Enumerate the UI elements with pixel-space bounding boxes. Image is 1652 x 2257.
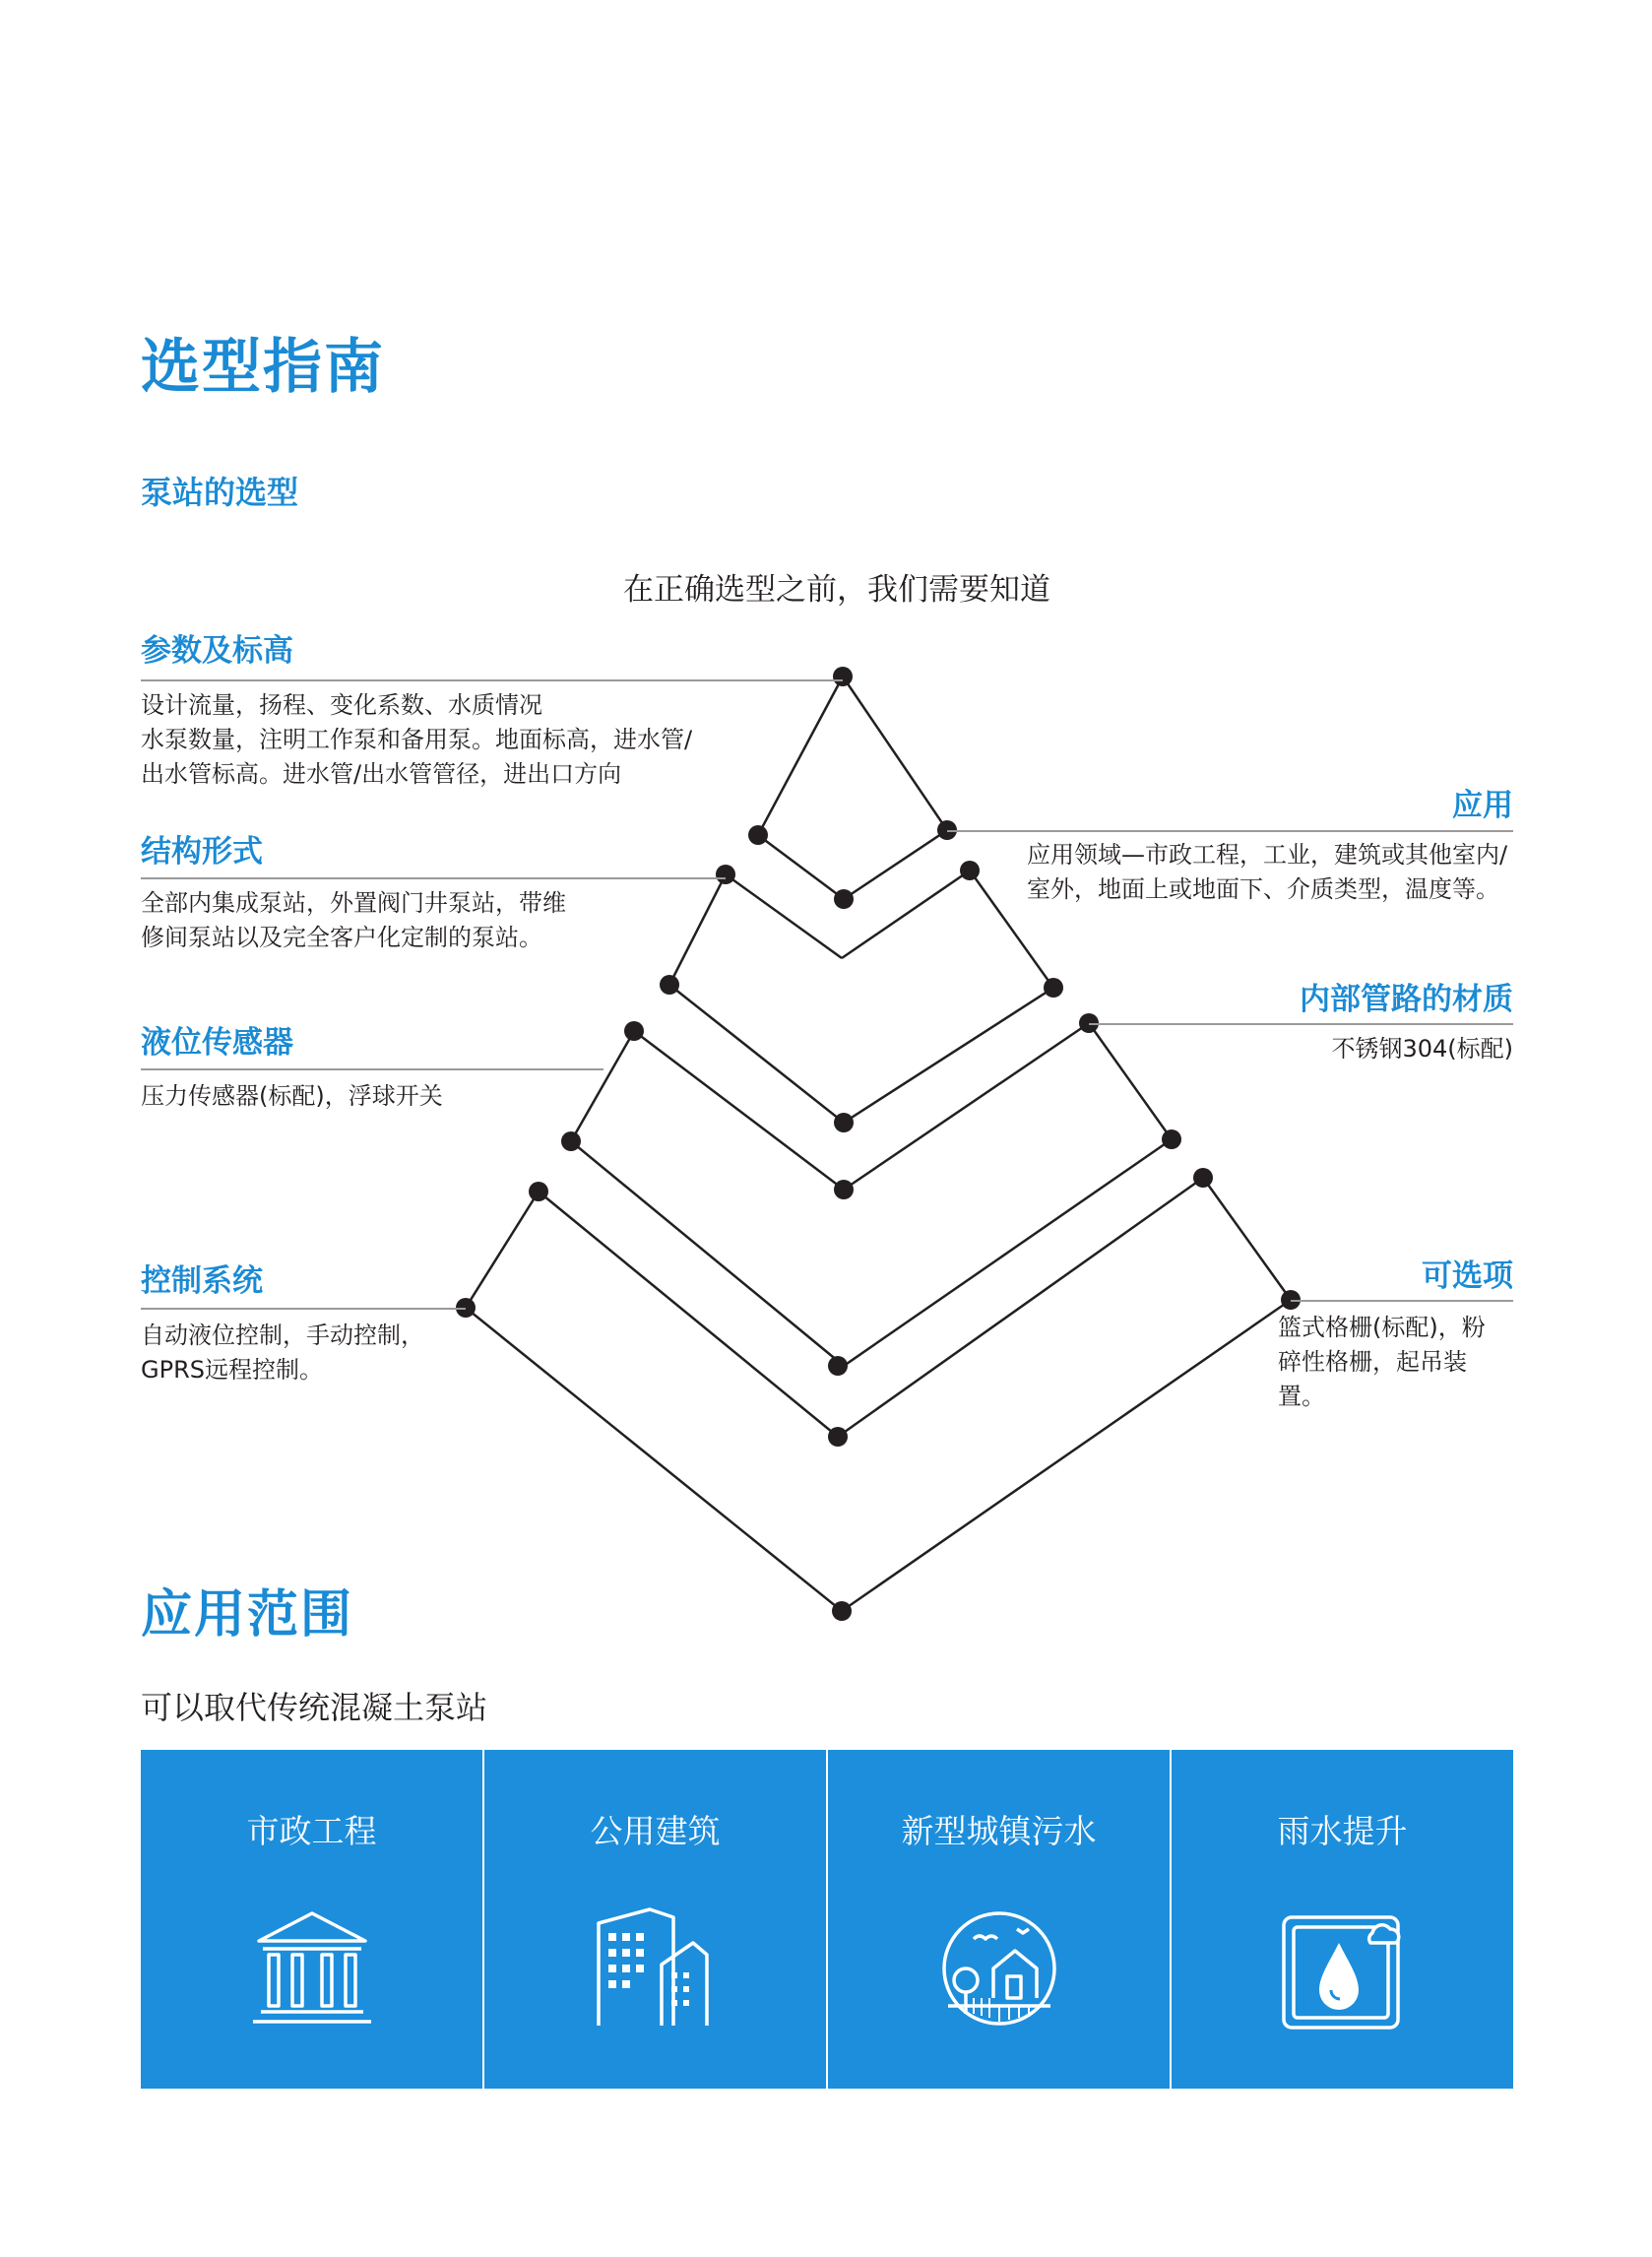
pyramid-node — [748, 825, 768, 845]
application-card-rainwater — [1172, 1750, 1513, 2089]
pyramid-node — [529, 1182, 548, 1201]
town-house-icon — [934, 1903, 1064, 2033]
pyramid-node — [828, 1356, 848, 1376]
desc-line: 修间泵站以及完全客户化定制的泵站。 — [141, 924, 542, 951]
pyramid-node — [660, 975, 679, 995]
pyramid-node — [1193, 1168, 1213, 1188]
desc-line: 篮式格栅(标配)，粉 — [1278, 1314, 1486, 1341]
pyramid-node — [833, 667, 853, 686]
category-desc-level-sensor — [141, 1079, 443, 1114]
application-card-municipal — [141, 1750, 482, 2089]
divider-line — [1291, 1300, 1513, 1302]
desc-line: 出水管标高。进水管/出水管管径，进出口方向 — [141, 760, 622, 788]
pyramid-node — [834, 1180, 854, 1199]
pyramid-layer-3 — [571, 1023, 1172, 1366]
divider-line — [947, 830, 1513, 832]
category-desc-parameters — [141, 688, 692, 792]
desc-line: 水泵数量，注明工作泵和备用泵。地面标高，进水管/ — [141, 726, 693, 753]
pyramid-node — [1162, 1129, 1181, 1149]
pyramid-layer-4 — [466, 1178, 1291, 1611]
pyramid-node — [834, 889, 854, 909]
category-desc-pipe-material — [1331, 1032, 1513, 1066]
office-buildings-icon — [591, 1903, 721, 2033]
desc-line: 全部内集成泵站，外置阀门井泵站，带维 — [141, 889, 566, 917]
category-title-structure: 结构形式 — [141, 834, 263, 870]
desc-line: 自动液位控制，手动控制， — [141, 1322, 424, 1349]
pyramid-layer-2 — [669, 871, 1053, 1123]
application-label: 公用建筑 — [590, 1812, 721, 1850]
application-card-public-building — [484, 1750, 826, 2089]
application-label: 雨水提升 — [1277, 1812, 1408, 1850]
pyramid-node — [832, 1601, 852, 1621]
application-subtitle: 可以取代传统混凝土泵站 — [141, 1689, 488, 1726]
application-label: 新型城镇污水 — [901, 1812, 1097, 1850]
pyramid-node — [828, 1427, 848, 1447]
pyramid-node — [1044, 978, 1063, 998]
intro-text: 在正确选型之前，我们需要知道 — [623, 572, 1050, 608]
page-title: 选型指南 — [141, 333, 385, 402]
category-title-control-system: 控制系统 — [141, 1263, 263, 1299]
category-title-options: 可选项 — [1422, 1258, 1513, 1294]
desc-line: 应用领域—市政工程，工业，建筑或其他室内/ — [1027, 841, 1508, 869]
pyramid-nodes — [456, 667, 1301, 1621]
pyramid-layer-2-inner — [726, 874, 842, 958]
pyramid-layer-2-inner-right — [842, 871, 970, 958]
desc-line: GPRS远程控制。 — [141, 1356, 323, 1384]
category-desc-control-system — [141, 1319, 424, 1387]
desc-line: 压力传感器(标配)，浮球开关 — [141, 1082, 443, 1110]
category-desc-options — [1278, 1311, 1486, 1414]
divider-line — [141, 877, 726, 879]
category-title-level-sensor: 液位传感器 — [141, 1025, 293, 1061]
application-card-town-sewage — [828, 1750, 1170, 2089]
category-title-application: 应用 — [1452, 788, 1513, 823]
pyramid-node — [960, 861, 980, 880]
category-desc-application — [1027, 838, 1507, 907]
divider-line — [141, 679, 843, 681]
divider-line — [141, 1308, 466, 1310]
desc-line: 设计流量，扬程、变化系数、水质情况 — [141, 691, 542, 719]
section-title-pump-selection: 泵站的选型 — [141, 474, 299, 511]
pyramid-layer-3-inner — [634, 1031, 844, 1190]
category-desc-structure — [141, 886, 566, 955]
desc-line: 不锈钢304(标配) — [1331, 1035, 1513, 1063]
application-grid — [141, 1750, 1513, 2089]
divider-line — [1089, 1023, 1513, 1025]
pyramid-layer-3-inner-right — [844, 1023, 1089, 1190]
desc-line: 置。 — [1278, 1383, 1325, 1410]
pyramid-layer-4-inner — [539, 1192, 838, 1437]
pyramid-node — [716, 865, 735, 884]
desc-line: 室外，地面上或地面下、介质类型，温度等。 — [1027, 875, 1499, 903]
pyramid-layer-1 — [758, 677, 947, 899]
category-title-parameters: 参数及标高 — [141, 633, 293, 669]
rain-drop-cloud-icon — [1278, 1903, 1408, 2033]
desc-line: 碎性格栅，起吊装 — [1278, 1348, 1467, 1376]
pyramid-node — [561, 1131, 581, 1151]
government-building-icon — [247, 1903, 377, 2033]
pyramid-node — [834, 1113, 854, 1132]
divider-line — [141, 1068, 604, 1070]
application-label: 市政工程 — [246, 1812, 377, 1850]
pyramid-node — [624, 1021, 644, 1041]
category-title-pipe-material: 内部管路的材质 — [1300, 982, 1513, 1017]
section-title-application-scope: 应用范围 — [141, 1585, 354, 1644]
